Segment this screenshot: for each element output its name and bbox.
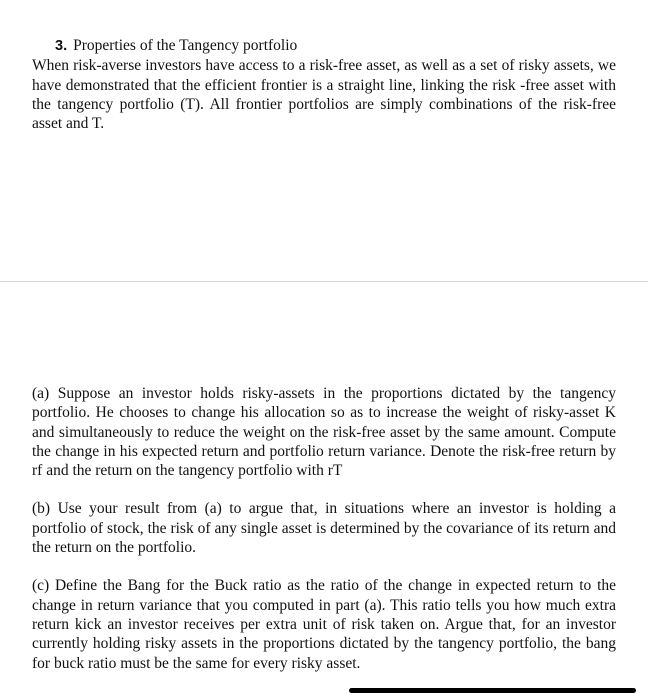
section-intro: When risk-averse investors have access to a risk-free asset, as well as a set of risky assets, we have demonstrated that the efficient frontier is a straight line, linking the risk -free asset with the tangency portfolio (T). All frontier portfolios are simply combinations of the risk-free asset and T. bbox=[32, 57, 616, 133]
question-c: (c) Define the Bang for the Buck ratio as the ratio of the change in expected return to the change in return variance that you computed in part (a). This ratio tells you how much extra return kick an investor receives per extra unit of risk taken on. Argue that, for an investor currently holding risky assets in the proportions dictated by the tangency portfolio, the bang for buck ratio must be the same for every risky asset. bbox=[32, 577, 616, 672]
divider bbox=[0, 281, 648, 282]
section-title: Properties of the Tangency portfolio bbox=[73, 37, 298, 54]
problem-section bbox=[32, 36, 616, 133]
section-heading bbox=[32, 36, 616, 56]
question-list bbox=[32, 384, 616, 692]
home-indicator-bar[interactable] bbox=[349, 688, 636, 693]
question-a: (a) Suppose an investor holds risky-assets in the proportions dictated by the tangency portfolio. He chooses to change his allocation so as to increase the weight of risky-asset K and simultaneously to reduce the weight on the risk-free asset by the same amount. Compute the change in his expected return and portfolio return variance. Denote the risk-free return by rf and the return on the tangency portfolio with rT bbox=[32, 385, 616, 480]
question-b: (b) Use your result from (a) to argue that, in situations where an investor is holding a portfolio of stock, the risk of any single asset is determined by the covariance of its return and the return on the portfolio. bbox=[32, 500, 616, 557]
section-number: 3. bbox=[55, 38, 68, 54]
